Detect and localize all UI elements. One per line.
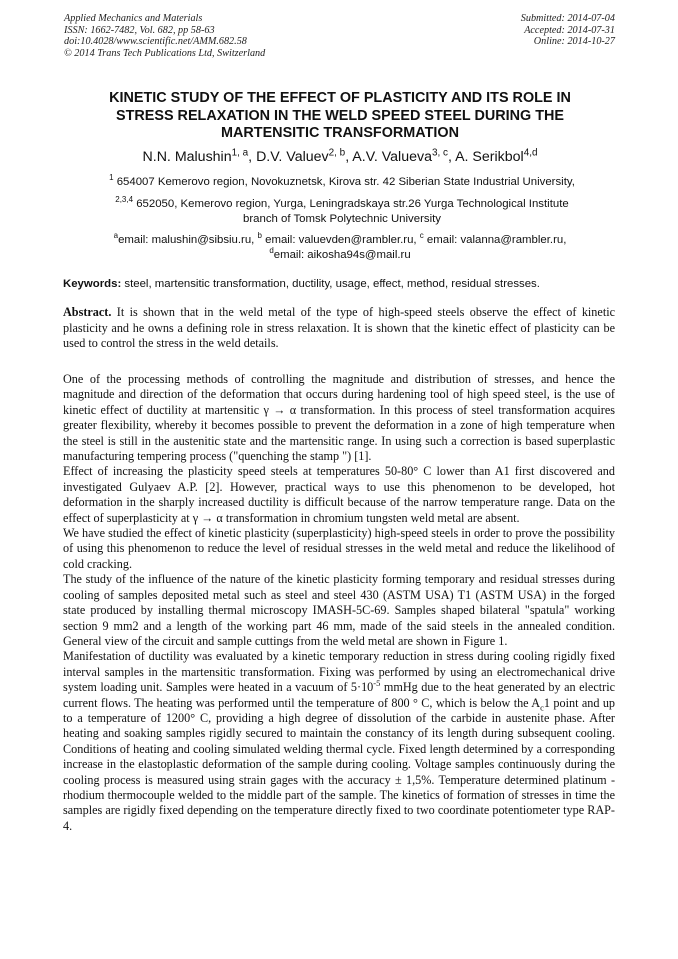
abstract-text: It is shown that in the weld metal of the type of high-speed steels observe the effect of kinetic plasticity and he owns a defining role in stress relaxation. It is shown that the kinetic effect of plasticity can be used to control the stress in the weld details. [63,305,615,350]
body-text [63,372,615,834]
author-affiliation-marker: 1, a [231,147,249,159]
author-separator: , [248,149,257,165]
keywords [63,277,623,291]
title-line: MARTENSITIC TRANSFORMATION [221,125,459,141]
author-affiliation-marker: 4,d [523,147,538,159]
affiliation-text: branch of Tomsk Polytechnic University [243,212,441,225]
affiliation-2 [82,197,602,226]
journal-doi: doi:10.4028/www.scientific.net/AMM.682.58 [64,36,247,48]
affiliation-text: 652050, Kemerovo region, Yurga, Leningradskaya str.26 Yurga Technological Institute [136,198,569,210]
author-name: A. Serikbol [455,149,524,165]
body-paragraph: We have studied the effect of kinetic plasticity (superplasticity) high-speed steels in order to prove the possibility of using this phenomenon to reduce the level of residual stresses in the weld metal and reduce the likelihood of cold cracking. [63,526,615,571]
date-online: Online: 2014-10-27 [533,36,615,48]
author-name: D.V. Valuev [256,149,329,165]
email-marker: a [113,231,119,241]
body-paragraph: One of the processing methods of controlling the magnitude and distribution of stresses, and hence the magnitude and direction of the deformation that occurs during hardening tool of high speed steel, is the use of kinetic effect of ductility at martensitic γ → α transformation. In this process of steel transformation acquires greater flexibility, whereby it becomes possible to prevent the deformation in a zone of high temperature when the steel is still in the austenitic state and the martensitic range. In using such a correction is based superplastic manufacturing tempering process ("quenching the stamp ") [1]. [63,372,615,464]
body-paragraph: Effect of increasing the plasticity speed steels at temperatures 50-80° C lower than A1 first discovered and investigated Gulyaev A.P. [2]. However, practical ways to use this phenomenon to be developed, hot deformation in the sharply increased ductility is difficult because of the narrow temperature range. Data on the effect of superplasticity at γ → α transformation in chromium tungsten weld metal are absent. [63,464,615,525]
author-separator: , [345,149,353,165]
affiliation-text: 654007 Kemerovo region, Novokuznetsk, Kirova str. 42 Siberian State Industrial University, [116,176,575,188]
email-a: email: malushin@sibsiu.ru, [118,234,258,246]
body-text-run: 1 point and up to a temperature of 1200° C, providing a high degree of dissolution of the carbide in austenite phase. After heating and soaking samples rigidly secured to maintain the constancy of its length during subsequent cooling. Conditions of heating and cooling simulated welding thermal cycle. Fixed length determined by a corresponding increase in the elastoplastic deformation of the sample during cooling. Voltage samples continuously during the cooling process is measured using strain gages with the accuracy ± 1,5%. Temperature determined platinum - rhodium thermocouple welded to the middle part of the sample. The kinetics of formation of stresses in time the samples are rigidly fixed depending on the temperature directly fixed to two coordinate potentiometer type RAP-4. [63,695,616,833]
body-paragraph: The study of the influence of the nature of the kinetic plasticity forming temporary and residual stresses during cooling of samples deposited metal such as steel and steel 430 (ASTM USA) T1 (ASTM USA) in the forged state produced by installing thermal microscopy IMASH-5C-69. Samples shaped bilateral "spatula" working section 9 mm2 and a length of the working part 46 mm, made of the said steels in the annealed condition. General view of the circuit and sample cuttings from the weld metal are shown in Figure 1. [63,572,615,648]
journal-issn: ISSN: 1662-7482, Vol. 682, pp 58-63 [64,24,215,36]
subscript: c [540,701,544,712]
journal-copyright: © 2014 Trans Tech Publications Ltd, Switzerland [64,47,266,59]
email-line [60,233,620,248]
journal-header [64,13,384,59]
title-line: KINETIC STUDY OF THE EFFECT OF PLASTICITY AND ITS ROLE IN [109,90,571,106]
author-name: N.N. Malushin [142,149,232,165]
date-submitted: Submitted: 2014-07-04 [520,13,615,24]
body-text-run: mmHg due to the heat generated by an electric current flows. The heating was performed until the temperature of 800 ° C, which is below the A [63,680,615,710]
affiliation-marker: 2,3,4 [115,195,134,205]
author-list [60,147,620,167]
dates-header [395,13,615,48]
affiliation-1 [82,175,602,190]
email-d: email: aikosha94s@mail.ru [273,248,411,261]
author-affiliation-marker: 2, b [328,147,346,159]
email-marker: b [257,231,262,241]
abstract [63,305,615,352]
email-line [60,248,620,263]
affiliation-marker: 1 [109,173,114,183]
exponent: -5 [373,678,381,689]
title-line: STRESS RELAXATION IN THE WELD SPEED STEEL DURING THE [115,107,564,124]
author-affiliation-marker: 3, c [431,147,448,159]
body-text-run: Manifestation of ductility was evaluated by a kinetic temporary reduction in stress during cooling rigidly fixed interval samples in the martensitic transformation. Fixing was performed by using an electromechanical drive system loading unit. Samples were heated in a vacuum of 5·10 [63,649,615,695]
email-marker: d [269,246,274,255]
paper-title [60,90,620,143]
date-accepted: Accepted: 2014-07-31 [524,24,615,36]
keywords-text: steel, martensitic transformation, ductility, usage, effect, method, residual stresses. [121,278,540,290]
author-emails [60,233,620,263]
keywords-label: Keywords: [63,278,122,290]
email-b: email: valuevden@rambler.ru, [261,234,420,246]
journal-name: Applied Mechanics and Materials [64,13,203,24]
email-marker: c [419,231,424,241]
author-separator: , [447,149,456,165]
email-c: email: valanna@rambler.ru, [423,234,567,246]
author-name: A.V. Valueva [352,149,432,165]
abstract-label: Abstract. [63,305,112,319]
body-paragraph [63,649,615,834]
